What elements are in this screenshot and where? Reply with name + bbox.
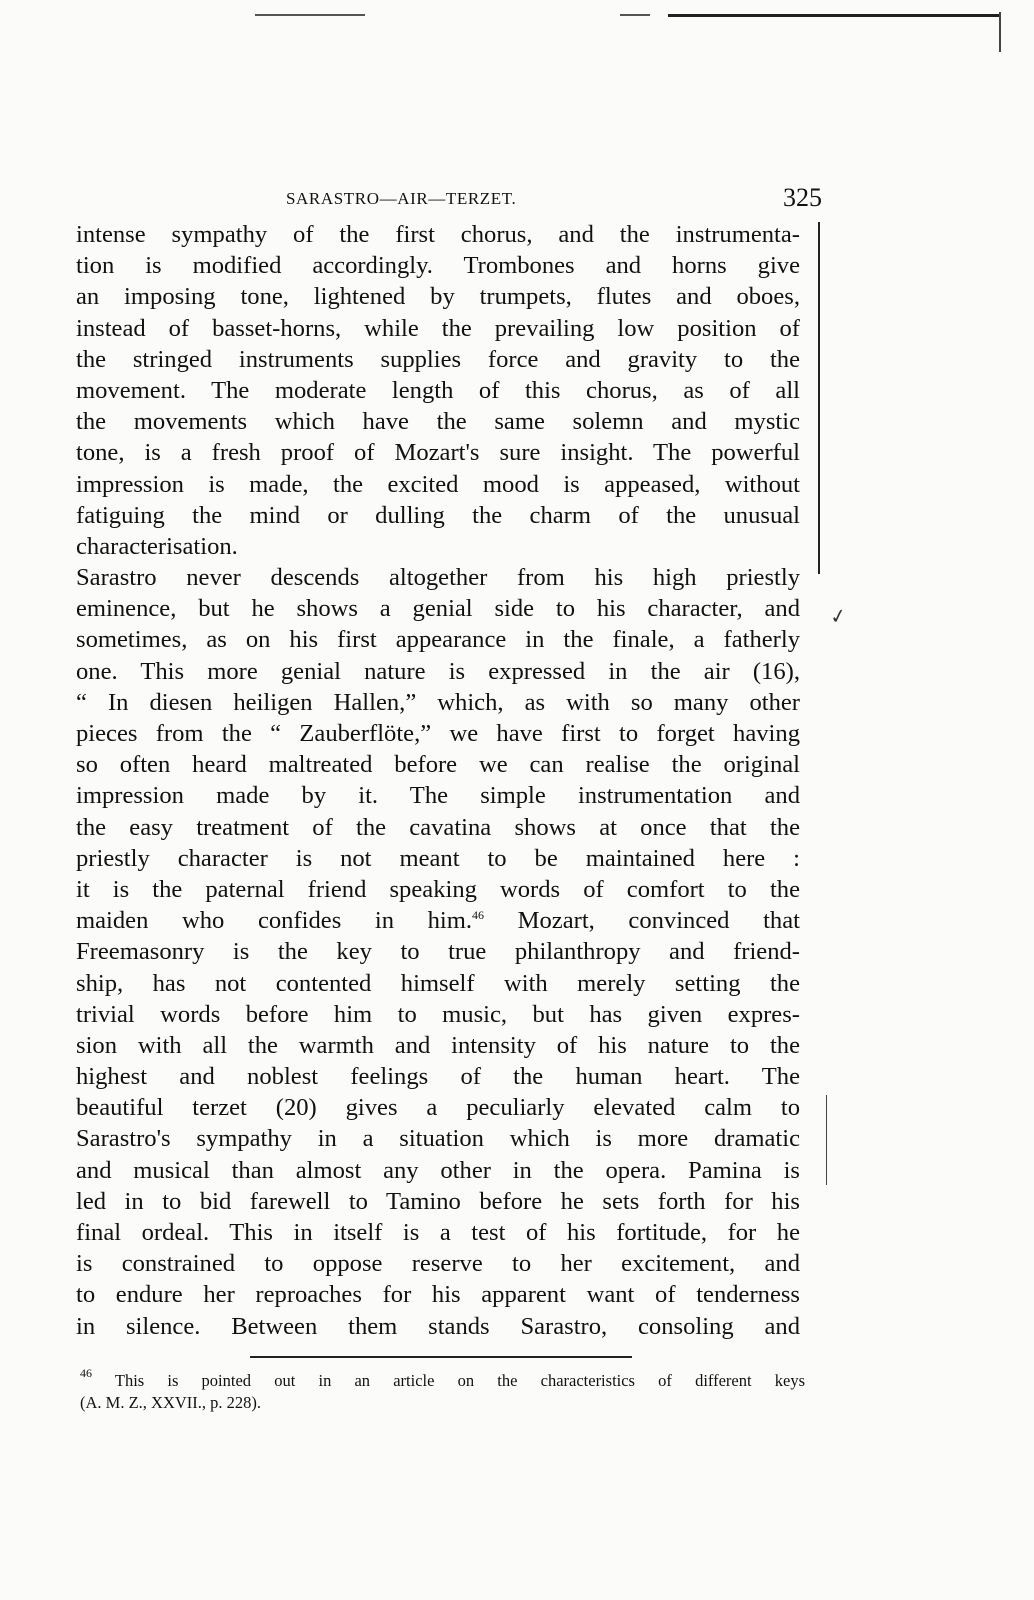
text-line: in silence. Between them stands Sarastro, consoling and — [76, 1312, 800, 1340]
text-line: movement. The moderate length of this chorus, as of all — [76, 376, 800, 404]
text-line: so often heard maltreated before we can realise the original — [76, 751, 800, 779]
text-line: Sarastro never descends altogether from his high priestly — [76, 564, 800, 592]
footnote-reference[interactable]: 46 — [472, 908, 485, 923]
text-line: trivial words before him to music, but has given expres- — [76, 1000, 800, 1028]
footnote-marker: 46 — [80, 1366, 92, 1380]
scan-artifact-rule — [668, 14, 1000, 17]
footnote-text: This is pointed out in an article on the characteristics of different keys — [114, 1371, 805, 1390]
scan-artifact-edge — [999, 12, 1001, 52]
text-line: eminence, but he shows a genial side to his character, and — [76, 595, 800, 623]
running-head — [76, 183, 822, 215]
text-line: sion with all the warmth and intensity of his nature to the — [76, 1031, 800, 1059]
footnote — [80, 1366, 805, 1414]
page-number: 325 — [783, 183, 822, 212]
text-line: characterisation. — [76, 532, 238, 560]
text-line: “ In diesen heiligen Hallen,” which, as with so many other — [76, 688, 800, 716]
margin-tick-mark: ✓ — [828, 604, 849, 630]
margin-pencil-bracket — [812, 222, 820, 574]
text-line: ship, has not contented himself with merely setting the — [76, 969, 800, 997]
text-line: is constrained to oppose reserve to her excitement, and — [76, 1250, 800, 1278]
text-line: the easy treatment of the cavatina shows at once that the — [76, 813, 800, 841]
text-line: intense sympathy of the first chorus, and the instrumenta- — [76, 221, 800, 248]
text-line: impression made by it. The simple instrumentation and — [76, 782, 800, 810]
text-line: final ordeal. This in itself is a test of his fortitude, for he — [76, 1219, 800, 1246]
text-line-with-footnote-ref — [76, 905, 800, 936]
text-line: pieces from the “ Zauberflöte,” we have first to forget having — [76, 720, 800, 747]
text-line: instead of basset-horns, while the prevailing low position of — [76, 314, 800, 342]
text-line: tone, is a fresh proof of Mozart's sure insight. The powerful — [76, 439, 800, 467]
text-line: an imposing tone, lightened by trumpets, flutes and oboes, — [76, 283, 800, 311]
text-line: sometimes, as on his first appearance in the finale, a fatherly — [76, 626, 800, 654]
text-line: highest and noblest feelings of the human heart. The — [76, 1063, 800, 1091]
running-title: SARASTRO—AIR—TERZET. — [286, 189, 517, 208]
text-line: Freemasonry is the key to true philanthropy and friend- — [76, 938, 800, 966]
text-line: impression is made, the excited mood is appeased, without — [76, 470, 800, 498]
text-line: to endure her reproaches for his apparent want of tenderness — [76, 1281, 800, 1309]
text-line: and musical than almost any other in the opera. Pamina is — [76, 1156, 800, 1184]
margin-pencil-bracket — [822, 1095, 827, 1185]
footnote-line — [80, 1366, 805, 1392]
text-line: the stringed instruments supplies force and gravity to the — [76, 345, 800, 373]
text-line: beautiful terzet (20) gives a peculiarly elevated calm to — [76, 1094, 800, 1122]
footnote-line: (A. M. Z., XXVII., p. 228). — [80, 1393, 262, 1412]
text-line: tion is modified accordingly. Trombones and horns give — [76, 252, 800, 280]
scan-artifact-rule — [620, 14, 650, 16]
footnote-divider — [250, 1356, 632, 1358]
text-line: Sarastro's sympathy in a situation which is more dramatic — [76, 1125, 800, 1153]
text-line: led in to bid farewell to Tamino before he sets forth for his — [76, 1187, 800, 1215]
text-line-part: Mozart, convinced that — [517, 907, 800, 935]
text-line: priestly character is not meant to be maintained here : — [76, 844, 800, 872]
text-line: one. This more genial nature is expressed in the air (16), — [76, 657, 800, 685]
text-line: fatiguing the mind or dulling the charm of the unusual — [76, 501, 800, 529]
text-line: it is the paternal friend speaking words of comfort to the — [76, 875, 800, 903]
text-line: the movements which have the same solemn and mystic — [76, 408, 800, 436]
scan-artifact-rule — [255, 14, 365, 16]
body-text — [76, 219, 800, 1342]
text-line-part: maiden who confides in him. — [76, 907, 473, 935]
